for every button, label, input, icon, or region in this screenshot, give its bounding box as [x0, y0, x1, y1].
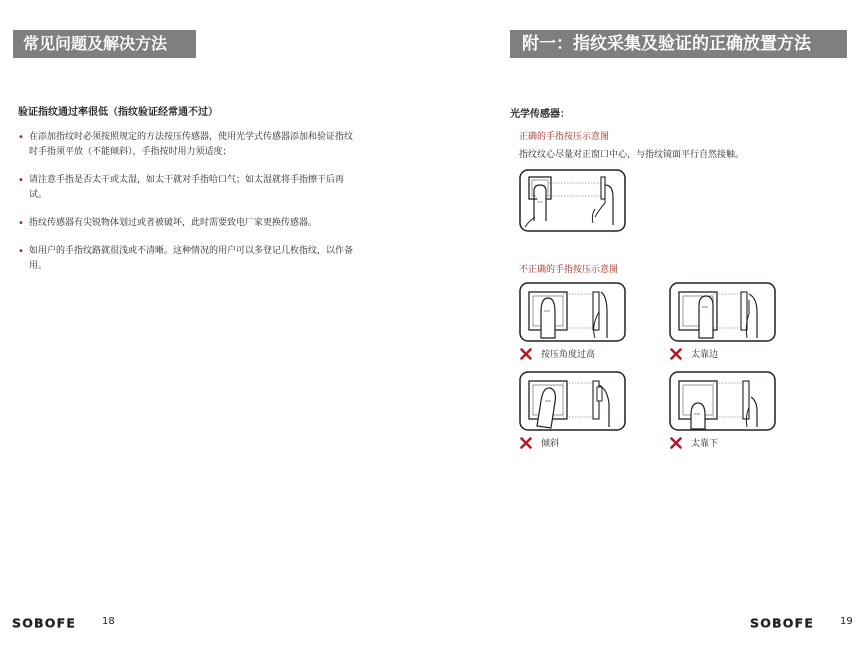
correct-press-illustration	[519, 169, 626, 232]
left-page-header: 常见问题及解决方法	[13, 30, 196, 58]
incorrect-illustration-too-close-to-edge	[669, 282, 776, 342]
faq-item: • 如用户的手指纹路就很浅或不清晰。这种情况的用户可以多登记几枚指纹，以作备用。	[18, 246, 354, 271]
faq-item: • 请注意手指是否太干或太湿，如太干就对手指哈口气；如太湿就将手指擦干后再试。	[18, 175, 345, 200]
page-number-right: 19	[840, 616, 853, 627]
faq-item-text: 如用户的手指纹路就很浅或不清晰。这种情况的用户可以多登记几枚指纹，以作备用。	[29, 246, 354, 271]
right-section-title: 光学传感器：	[510, 109, 570, 120]
cross-icon	[520, 437, 532, 449]
faq-item-text: 在添加指纹时必须按照规定的方法按压传感器，使用光学式传感器添加和验证指纹时手指须平放（不能倾斜），手指按时用力须适度；	[29, 132, 354, 157]
faq-list	[18, 130, 358, 287]
svg-text:WW: WW	[545, 399, 551, 403]
incorrect-label: 倾斜	[541, 439, 560, 449]
incorrect-caption-tilted	[520, 436, 559, 449]
svg-text:WW: WW	[544, 309, 550, 313]
left-section-title: 验证指纹通过率很低（指纹验证经常通不过）	[18, 107, 218, 118]
cross-icon	[670, 437, 682, 449]
faq-item: • 指纹传感器有尖锐物体划过或者被破坏，此时需要致电厂家更换传感器。	[18, 218, 318, 229]
page-number-left: 18	[102, 616, 115, 627]
incorrect-press-title: 不正确的手指按压示意图	[519, 265, 619, 275]
svg-text:WW: WW	[694, 412, 700, 416]
incorrect-label: 太靠边	[691, 350, 719, 360]
brand-logo-text: SOBOFE	[750, 616, 815, 630]
faq-item-text: 请注意手指是否太干或太湿，如太干就对手指哈口气；如太湿就将手指擦干后再试。	[29, 175, 345, 200]
right-page-header: 附一：指纹采集及验证的正确放置方法	[510, 30, 847, 58]
incorrect-caption-too-low	[670, 436, 718, 449]
faq-item-text: 指纹传感器有尖锐物体划过或者被破坏，此时需要致电厂家更换传感器。	[29, 218, 318, 228]
incorrect-label: 按压角度过高	[541, 350, 596, 360]
incorrect-caption-angle-too-high	[520, 347, 595, 360]
correct-press-title: 正确的手指按压示意图	[519, 132, 610, 142]
incorrect-illustration-angle-too-high	[519, 282, 626, 342]
brand-logo-text: SOBOFE	[12, 616, 77, 630]
incorrect-illustration-too-low	[669, 371, 776, 431]
incorrect-caption-too-close-to-edge	[670, 347, 718, 360]
incorrect-illustration-tilted	[519, 371, 626, 431]
cross-icon	[520, 348, 532, 360]
brand-logo	[12, 616, 98, 630]
faq-item: • 在添加指纹时必须按照规定的方法按压传感器，使用光学式传感器添加和验证指纹时手指须平放（不能倾斜），手指按时用力须适度；	[18, 132, 354, 157]
brand-logo	[750, 616, 836, 630]
cross-icon	[670, 348, 682, 360]
svg-text:WW: WW	[702, 305, 708, 309]
incorrect-label: 太靠下	[691, 439, 719, 449]
correct-press-description: 指纹纹心尽量对正窗口中心，与指纹镜面平行自然接触。	[519, 150, 745, 160]
